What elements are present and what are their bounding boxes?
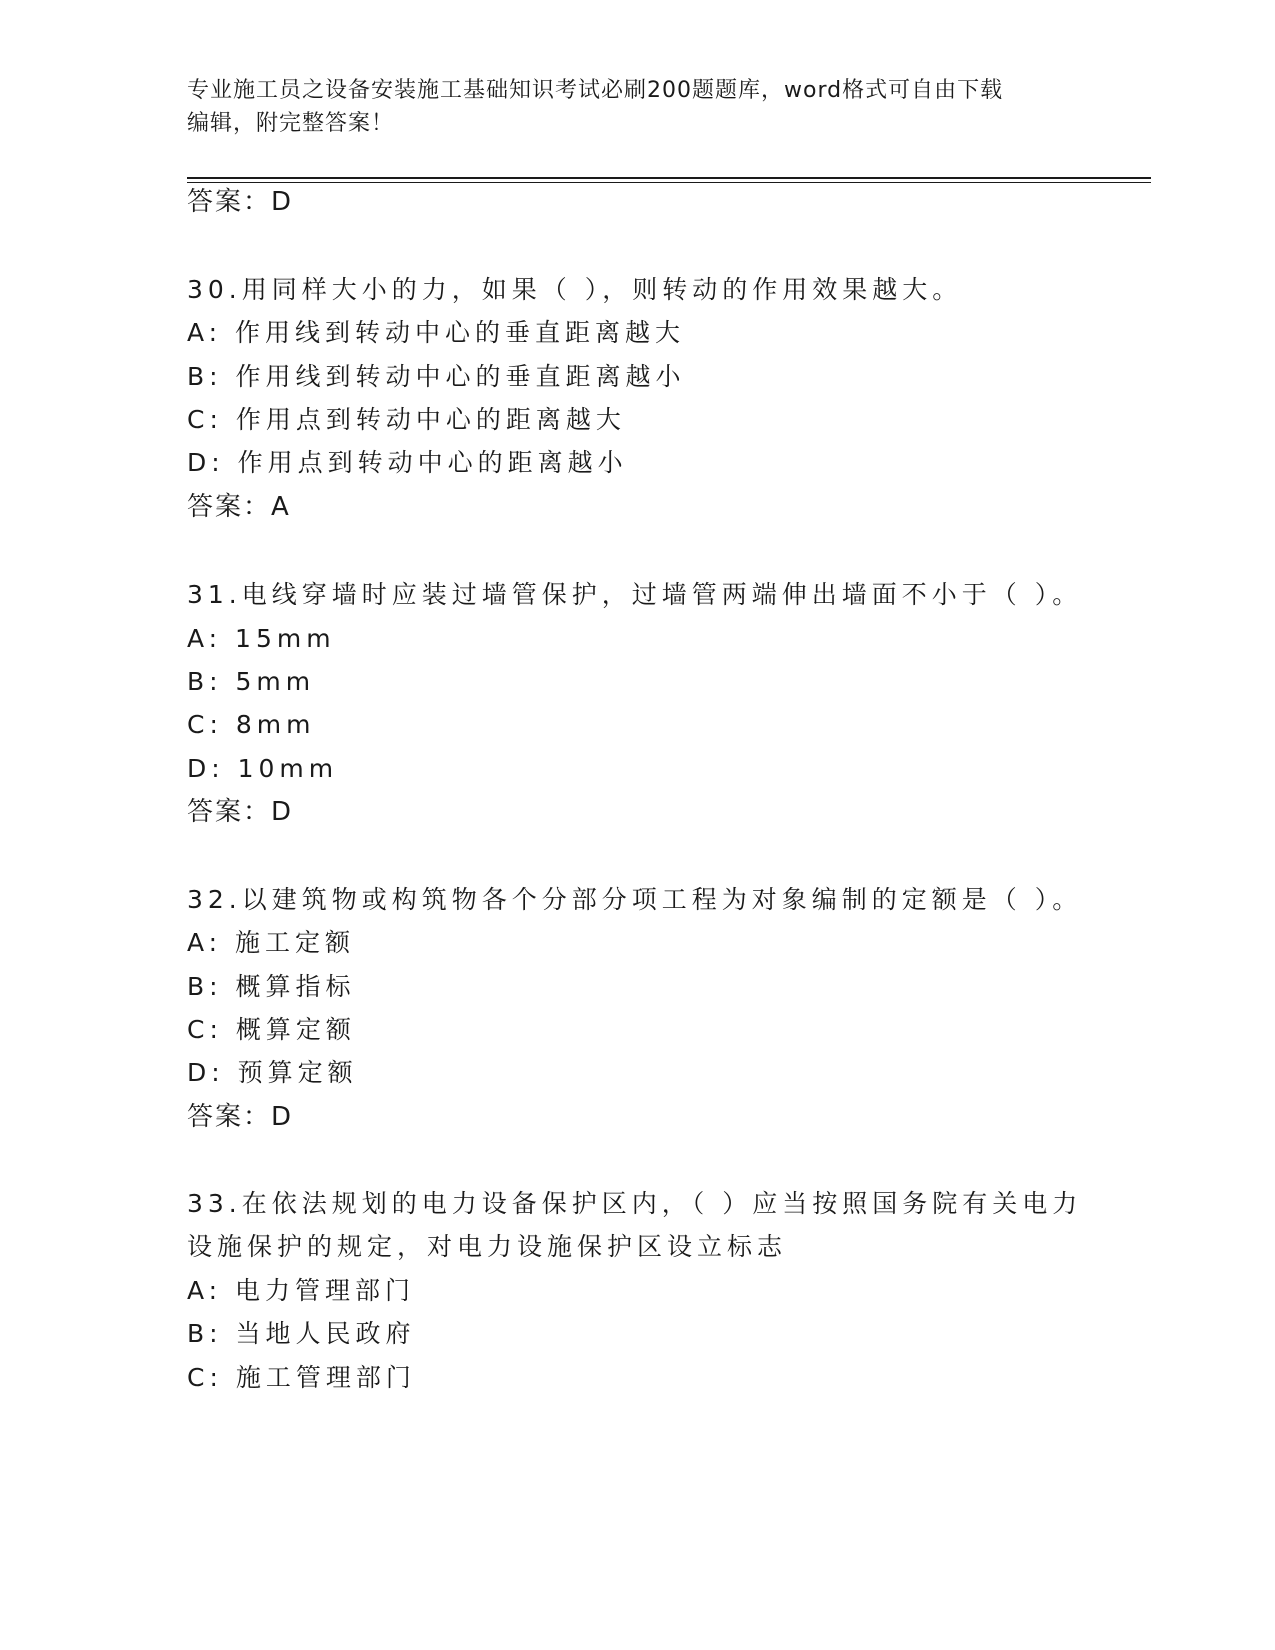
header-divider-thin — [187, 182, 1151, 183]
question-stem: 33.在依法规划的电力设备保护区内，（ ）应当按照国务院有关电力 — [187, 1189, 1083, 1218]
option-d: D: 预算定额 — [187, 1058, 358, 1087]
option-a: A: 15mm — [187, 624, 336, 653]
question-stem: 32.以建筑物或构筑物各个分部分项工程为对象编制的定额是（ ）。 — [187, 885, 1083, 914]
option-c: C: 8mm — [187, 710, 316, 739]
question-stem: 30.用同样大小的力，如果（ ），则转动的作用效果越大。 — [187, 275, 963, 304]
option-a: A: 作用线到转动中心的垂直距离越大 — [187, 318, 686, 347]
option-c: C: 作用点到转动中心的距离越大 — [187, 405, 626, 434]
answer-line: 答案：D — [187, 187, 294, 217]
answer-line: 答案：D — [187, 797, 294, 827]
answer-line: 答案：D — [187, 1102, 294, 1132]
header-divider-thick — [187, 177, 1151, 179]
question-stem-continued: 设施保护的规定，对电力设施保护区设立标志 — [187, 1232, 788, 1261]
header-line-2: 编辑，附完整答案！ — [187, 111, 395, 136]
option-b: B: 当地人民政府 — [187, 1319, 416, 1348]
option-b: B: 5mm — [187, 667, 316, 696]
option-b: B: 概算指标 — [187, 972, 356, 1001]
header-line-1: 专业施工员之设备安装施工基础知识考试必刷200题题库，word格式可自由下载 — [187, 78, 1004, 103]
option-d: D: 作用点到转动中心的距离越小 — [187, 448, 628, 477]
question-stem: 31.电线穿墙时应装过墙管保护，过墙管两端伸出墙面不小于（ ）。 — [187, 580, 1083, 609]
option-c: C: 施工管理部门 — [187, 1363, 416, 1392]
option-a: A: 施工定额 — [187, 928, 356, 957]
answer-line: 答案：A — [187, 492, 291, 522]
option-d: D: 10mm — [187, 754, 339, 783]
option-a: A: 电力管理部门 — [187, 1276, 416, 1305]
page-header — [187, 74, 1087, 140]
option-b: B: 作用线到转动中心的垂直距离越小 — [187, 362, 686, 391]
option-c: C: 概算定额 — [187, 1015, 356, 1044]
